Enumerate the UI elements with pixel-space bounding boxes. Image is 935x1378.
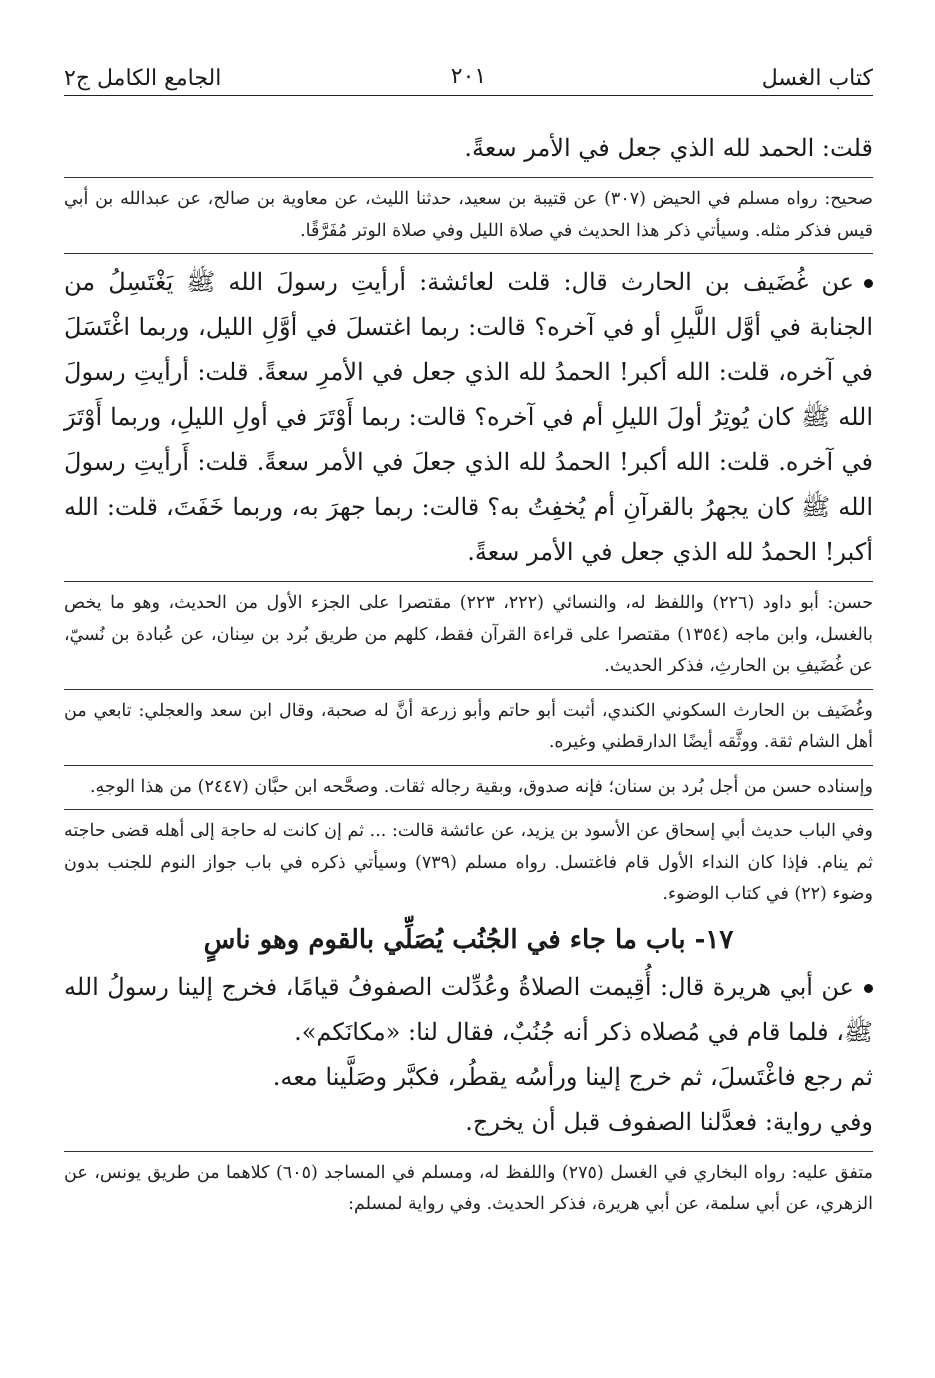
main-text-2: ثم رجع فاغْتَسلَ، ثم خرج إلينا ورأسُه يقطُر، فكبَّر وصَلَّينا معه.	[272, 1062, 873, 1091]
main-text-1: قلت: الحمد لله الذي جعل في الأمر سعةً.	[464, 134, 873, 162]
footnote-3: وغُضَيف بن الحارث السكوني الكندي، أثبت أبو حاتم وأبو زرعة أنَّ له صحبة، وقال ابن سعد والعجلي: تابعي من أهل الشام ثقة. ووثَّقه أيضًا الدارقطني وغيره.	[64, 700, 873, 752]
document-page	[64, 0, 873, 1221]
hadith-paragraph-1	[64, 260, 873, 575]
divider	[64, 177, 873, 178]
footnote-2: حسن: أبو داود (٢٢٦) واللفظ له، والنسائي (٢٢٢، ٢٢٣) مقتصرا على الجزء الأول من الحديث، وهو ما يخص بالغسل، وابن ماجه (١٣٥٤) مقتصرا على قراءة القرآن فقط، كلهم من طريق بُرد بن سِنان، عن عُبادة بن نُسيّ، عن غُضَيفِ بن الحارثِ، فذكر الحديث.	[64, 593, 874, 676]
footnote-6: متفق عليه: رواه البخاري في الغسل (٢٧٥) واللفظ له، ومسلم في المساجد (٦٠٥) كلاهما من طريق يونس، عن الزهري، عن أبي سلمة، عن أبي هريرة، فذكر الحديث. وفي رواية لمسلم:	[64, 1162, 873, 1214]
divider	[64, 253, 873, 254]
hadith-text-2: عن أبي هريرة قال: أُقِيمت الصلاةُ وعُدِّلت الصفوفُ قيامًا، فخرج إلينا رسولُ الله ﷺ، فلما قام في مُصلاه ذكر أنه جُنُبٌ، فقال لنا: «مكانَكم».	[64, 972, 873, 1046]
hadith-paragraph-2	[64, 965, 873, 1055]
page-header	[64, 0, 873, 96]
divider	[64, 809, 873, 810]
page-number: ٢٠١	[450, 64, 487, 89]
bullet-icon	[864, 279, 873, 288]
divider	[64, 1151, 873, 1152]
book-title: الجامع الكامل ج٢	[64, 66, 222, 91]
footnote-1: صحيح: رواه مسلم في الحيض (٣٠٧) عن قتيبة بن سعيد، حدثنا الليث، عن معاوية بن صالح، عن عبدالله بن أبي قيس فذكر مثله. وسيأتي ذكر هذا الحديث في صلاة الليل وفي صلاة الوتر مُفَرَّقًا.	[64, 189, 873, 241]
hadith-text-1: عن غُضَيف بن الحارث قال: قلت لعائشة: أرأيتِ رسولَ الله ﷺ يَغْتَسِلُ من الجنابة في أوَّل اللَّيلِ أو في آخره؟ قالت: ربما اغتسلَ في أوَّلِ الليل، وربما اغْتَسَلَ في آخره، قلت: الله أكبر! الحمدُ لله الذي جعل في الأمرِ سعةً. قلت: أرأيتِ رسولَ الله ﷺ كان يُوتِرُ أولَ الليلِ أم في آخره؟ قالت: ربما أَوْتَرَ في أولِ الليلِ، وربما أَوْتَرَ في آخره. قلت: الله أكبر! الحمدُ لله الذي جعلَ في الأمر سعةً. قلت: أَرأيتِ رسولَ الله ﷺ كان يجهرُ بالقرآنِ أم يُخفِتُ به؟ قالت: ربما جهرَ به، وربما خَفَتَ، قلت: الله أكبر! الحمدُ لله الذي جعل في الأمر سعةً.	[64, 268, 873, 566]
bullet-icon	[864, 984, 873, 993]
footnote-4: وإسناده حسن من أجل بُرد بن سنان؛ فإنه صدوق، وبقية رجاله ثقات. وصحَّحه ابن حبَّان (٢٤٤٧) من هذا الوجهِ.	[89, 776, 873, 797]
book-chapter-title: كتاب الغسل	[761, 66, 873, 91]
divider	[64, 765, 873, 766]
divider	[64, 581, 873, 582]
chapter-heading: ١٧- باب ما جاء في الجُنُب يُصَلِّي بالقوم وهو ناسٍ	[203, 924, 734, 955]
footnote-5: وفي الباب حديث أبي إسحاق عن الأسود بن يزيد، عن عائشة قالت: ... ثم إن كانت له حاجة إلى أهله قضى حاجته ثم ينام. فإذا كان النداء الأول قام فاغتسل. رواه مسلم (٧٣٩) وسيأتي ذكره في باب جواز النوم للجنب بدون وضوء (٢٢) في كتاب الوضوء.	[64, 821, 873, 904]
main-text-3: وفي رواية: فعدَّلنا الصفوف قبل أن يخرج.	[465, 1107, 873, 1136]
divider	[64, 689, 873, 690]
